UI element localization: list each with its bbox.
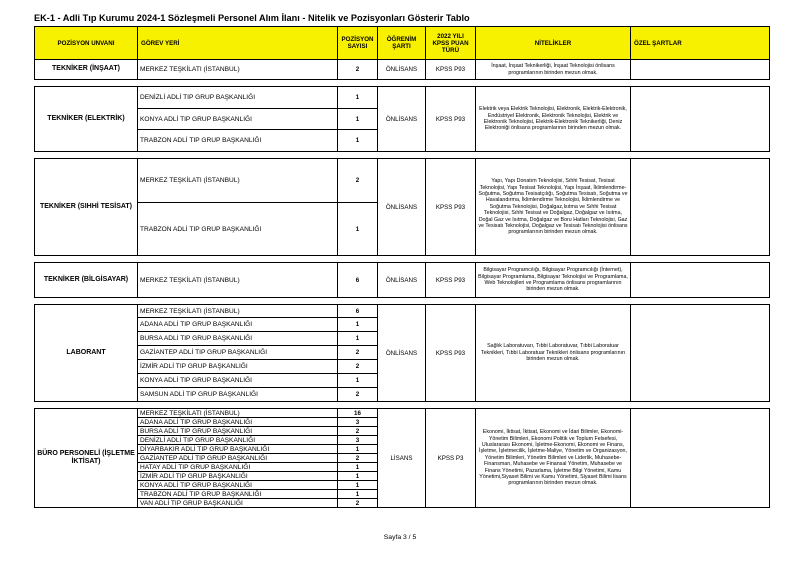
- count-cell: 1: [338, 463, 378, 472]
- unit-cell: KONYA ADLİ TIP GRUP BAŞKANLIĞI: [138, 374, 338, 388]
- page-number: Sayfa 3 / 5: [383, 534, 417, 541]
- unit-cell: VAN ADLİ TIP GRUP BAŞKANLIĞI: [138, 499, 338, 508]
- header-unit: GÖREV YERİ: [138, 27, 338, 60]
- position-title: TEKNİKER (BİLGİSAYAR): [35, 263, 138, 298]
- position-title: BÜRO PERSONELİ (İŞLETME İKTİSAT): [35, 409, 138, 508]
- count-cell: 2: [338, 346, 378, 360]
- unit-cell: ADANA ADLİ TIP GRUP BAŞKANLIĞI: [138, 318, 338, 332]
- count-cell: 1: [338, 481, 378, 490]
- qualifications-cell: İnşaat, İnşaat Teknikerliği, İnşaat Teknolojisi önlisans programlarının birinden mezun olmak.: [476, 60, 631, 80]
- table-row: [35, 305, 770, 318]
- group-separator: [35, 298, 770, 305]
- separator-cell: [35, 298, 770, 305]
- count-cell: 1: [338, 472, 378, 481]
- table-row: [35, 263, 770, 298]
- separator-cell: [35, 402, 770, 409]
- count-cell: 1: [338, 203, 378, 256]
- header-position: POZİSYON UNVANI: [35, 27, 138, 60]
- table-row: [35, 60, 770, 80]
- group-separator: [35, 402, 770, 409]
- position-title: TEKNİKER (ELEKTRİK): [35, 87, 138, 152]
- count-cell: 2: [338, 60, 378, 80]
- position-title: TEKNİKER (SIHHİ TESİSAT): [35, 159, 138, 256]
- count-cell: 2: [338, 454, 378, 463]
- count-cell: 3: [338, 436, 378, 445]
- unit-cell: ADANA ADLİ TIP GRUP BAŞKANLIĞI: [138, 418, 338, 427]
- unit-cell: BURSA ADLİ TIP GRUP BAŞKANLIĞI: [138, 332, 338, 346]
- page-title: EK-1 - Adli Tıp Kurumu 2024-1 Sözleşmeli Personel Alım İlanı - Nitelik ve Pozisyonları Gösterir Tablo: [34, 13, 470, 23]
- qualifications-cell: Sağlık Laboratuvarı, Tıbbi Laboratuvar, Tıbbi Laboratuar Teknikleri, Tıbbi Laboratuar Teknikleri önlisans programlarının birinden mezun olmak.: [476, 305, 631, 402]
- position-title: TEKNİKER (İNŞAAT): [35, 60, 138, 80]
- unit-cell: DİYARBAKIR ADLİ TIP GRUP BAŞKANLIĞI: [138, 445, 338, 454]
- unit-cell: TRABZON ADLİ TIP GRUP BAŞKANLIĞI: [138, 130, 338, 152]
- count-cell: 1: [338, 130, 378, 152]
- education-cell: ÖNLİSANS: [378, 159, 426, 256]
- count-cell: 1: [338, 490, 378, 499]
- table-body: [35, 60, 770, 508]
- education-cell: ÖNLİSANS: [378, 60, 426, 80]
- unit-cell: TRABZON ADLİ TIP GRUP BAŞKANLIĞI: [138, 203, 338, 256]
- positions-table: [34, 26, 770, 508]
- unit-cell: MERKEZ TEŞKİLATI (İSTANBUL): [138, 159, 338, 203]
- unit-cell: SAMSUN ADLİ TIP GRUP BAŞKANLIĞI: [138, 388, 338, 402]
- score-type-cell: KPSS P93: [426, 305, 476, 402]
- unit-cell: KONYA ADLİ TIP GRUP BAŞKANLIĞI: [138, 481, 338, 490]
- count-cell: 2: [338, 388, 378, 402]
- special-conditions-cell: [631, 159, 770, 256]
- score-type-cell: KPSS P93: [426, 60, 476, 80]
- unit-cell: İZMİR ADLİ TIP GRUP BAŞKANLIĞI: [138, 360, 338, 374]
- count-cell: 1: [338, 445, 378, 454]
- count-cell: 2: [338, 499, 378, 508]
- table-row: [35, 409, 770, 418]
- education-cell: LİSANS: [378, 409, 426, 508]
- separator-cell: [35, 80, 770, 87]
- count-cell: 2: [338, 159, 378, 203]
- header-qualifications: NİTELİKLER: [476, 27, 631, 60]
- count-cell: 1: [338, 109, 378, 130]
- table-header-row: [35, 27, 770, 60]
- qualifications-cell: Elektrik veya Elektrik Teknolojisi, Elektronik, Elektrik-Elektronik, Endüstriyel Elektronik, Elektronik Teknolojisi, Elektrik ve Elektronik Teknolojisi, Elektrik-Elektronik Teknikerliği, Deniz Elektroniği önlisans programlarının birinden mezun olmak.: [476, 87, 631, 152]
- header-education: ÖĞRENİM ŞARTI: [378, 27, 426, 60]
- count-cell: 1: [338, 332, 378, 346]
- count-cell: 3: [338, 418, 378, 427]
- count-cell: 1: [338, 87, 378, 109]
- table-row: [35, 87, 770, 109]
- qualifications-cell: Ekonomi, İktisat, İktisat, Ekonomi ve İdari Bilimler, Ekonomi-Yönetim Bilimleri, Ekonomi Politik ve Toplum Felsefesi, Uluslararası Ekonomi, İşletme-Ekonomi, Ekonomi ve Finans, İşletme, İşletmecilik, İşletme-Maliye, Yönetim ve Organizasyon, Yönetim Bilimleri, Yönetim Bilimleri ve Liderlik, Muhasebe-Finansman, Muhasebe ve Finansal Yönetim, Muhasebe ve Finans Yönetimi, Pazarlama, İşletme Bilgi Yönetimi, Kamu Yönetimi,Siyaset Bilimi ve Kamu Yönetimi, Siyaset Bilimi lisans programlarının birinden mezun olmak.: [476, 409, 631, 508]
- header-special: ÖZEL ŞARTLAR: [631, 27, 770, 60]
- unit-cell: HATAY ADLİ TIP GRUP BAŞKANLIĞI: [138, 463, 338, 472]
- count-cell: 6: [338, 305, 378, 318]
- separator-cell: [35, 152, 770, 159]
- count-cell: 1: [338, 374, 378, 388]
- unit-cell: MERKEZ TEŞKİLATI (İSTANBUL): [138, 305, 338, 318]
- special-conditions-cell: [631, 60, 770, 80]
- unit-cell: KONYA ADLİ TIP GRUP BAŞKANLIĞI: [138, 109, 338, 130]
- unit-cell: BURSA ADLİ TIP GRUP BAŞKANLIĞI: [138, 427, 338, 436]
- unit-cell: GAZİANTEP ADLİ TIP GRUP BAŞKANLIĞI: [138, 346, 338, 360]
- header-count: POZİSYON SAYISI: [338, 27, 378, 60]
- position-title: LABORANT: [35, 305, 138, 402]
- separator-cell: [35, 256, 770, 263]
- count-cell: 2: [338, 360, 378, 374]
- unit-cell: MERKEZ TEŞKİLATI (İSTANBUL): [138, 409, 338, 418]
- special-conditions-cell: [631, 87, 770, 152]
- qualifications-cell: Bilgisayar Programcılığı, Bilgisayar Programcılığı (İnternet), Bilgisayar Programlama, Bilgisayar Teknolojisi ve Programlama, Web Teknolojileri ve Programlama önlisans programlarının birinden mezun olmak.: [476, 263, 631, 298]
- special-conditions-cell: [631, 263, 770, 298]
- group-separator: [35, 152, 770, 159]
- education-cell: ÖNLİSANS: [378, 87, 426, 152]
- score-type-cell: KPSS P93: [426, 87, 476, 152]
- special-conditions-cell: [631, 305, 770, 402]
- unit-cell: TRABZON ADLİ TIP GRUP BAŞKANLIĞI: [138, 490, 338, 499]
- unit-cell: DENİZLİ ADLİ TIP GRUP BAŞKANLIĞI: [138, 87, 338, 109]
- qualifications-cell: Yapı, Yapı Donatım Teknolojisi, Sıhhi Tesisat, Tesisat Teknolojisi, Yapı Tesisat Teknolojisi, Yapı İnşaat, İklimlendirme-Soğutma, Soğutma Tesisatçılığı, Soğutma Tesisatı, Soğutma ve Havalandırma, İklimlendirme Teknolojisi, İklimlendirme ve Soğutma Teknolojisi, Doğalgaz,Isıtma ve Sıhhi Tesisat Teknolojisi, Sıhhi Tesisat ve Doğalgaz, Doğalgaz ve Isıtma, Doğal Gaz ve Isıtma, Doğalgaz ve Boru Hatları Teknolojisi, Gaz ve Tesisatı Teknolojisi, Doğalgaz ve Tesisatı Teknolojisi önlisans programlarının birinden mezun olmak.: [476, 159, 631, 256]
- education-cell: ÖNLİSANS: [378, 263, 426, 298]
- count-cell: 6: [338, 263, 378, 298]
- unit-cell: MERKEZ TEŞKİLATI (İSTANBUL): [138, 263, 338, 298]
- special-conditions-cell: [631, 409, 770, 508]
- education-cell: ÖNLİSANS: [378, 305, 426, 402]
- count-cell: 2: [338, 427, 378, 436]
- count-cell: 16: [338, 409, 378, 418]
- unit-cell: DENİZLİ ADLİ TIP GRUP BAŞKANLIĞI: [138, 436, 338, 445]
- count-cell: 1: [338, 318, 378, 332]
- table-row: [35, 159, 770, 203]
- score-type-cell: KPSS P93: [426, 263, 476, 298]
- unit-cell: GAZİANTEP ADLİ TIP GRUP BAŞKANLIĞI: [138, 454, 338, 463]
- group-separator: [35, 80, 770, 87]
- unit-cell: İZMİR ADLİ TIP GRUP BAŞKANLIĞI: [138, 472, 338, 481]
- score-type-cell: KPSS P3: [426, 409, 476, 508]
- group-separator: [35, 256, 770, 263]
- score-type-cell: KPSS P93: [426, 159, 476, 256]
- unit-cell: MERKEZ TEŞKİLATI (İSTANBUL): [138, 60, 338, 80]
- header-score-type: 2022 YILI KPSS PUAN TÜRÜ: [426, 27, 476, 60]
